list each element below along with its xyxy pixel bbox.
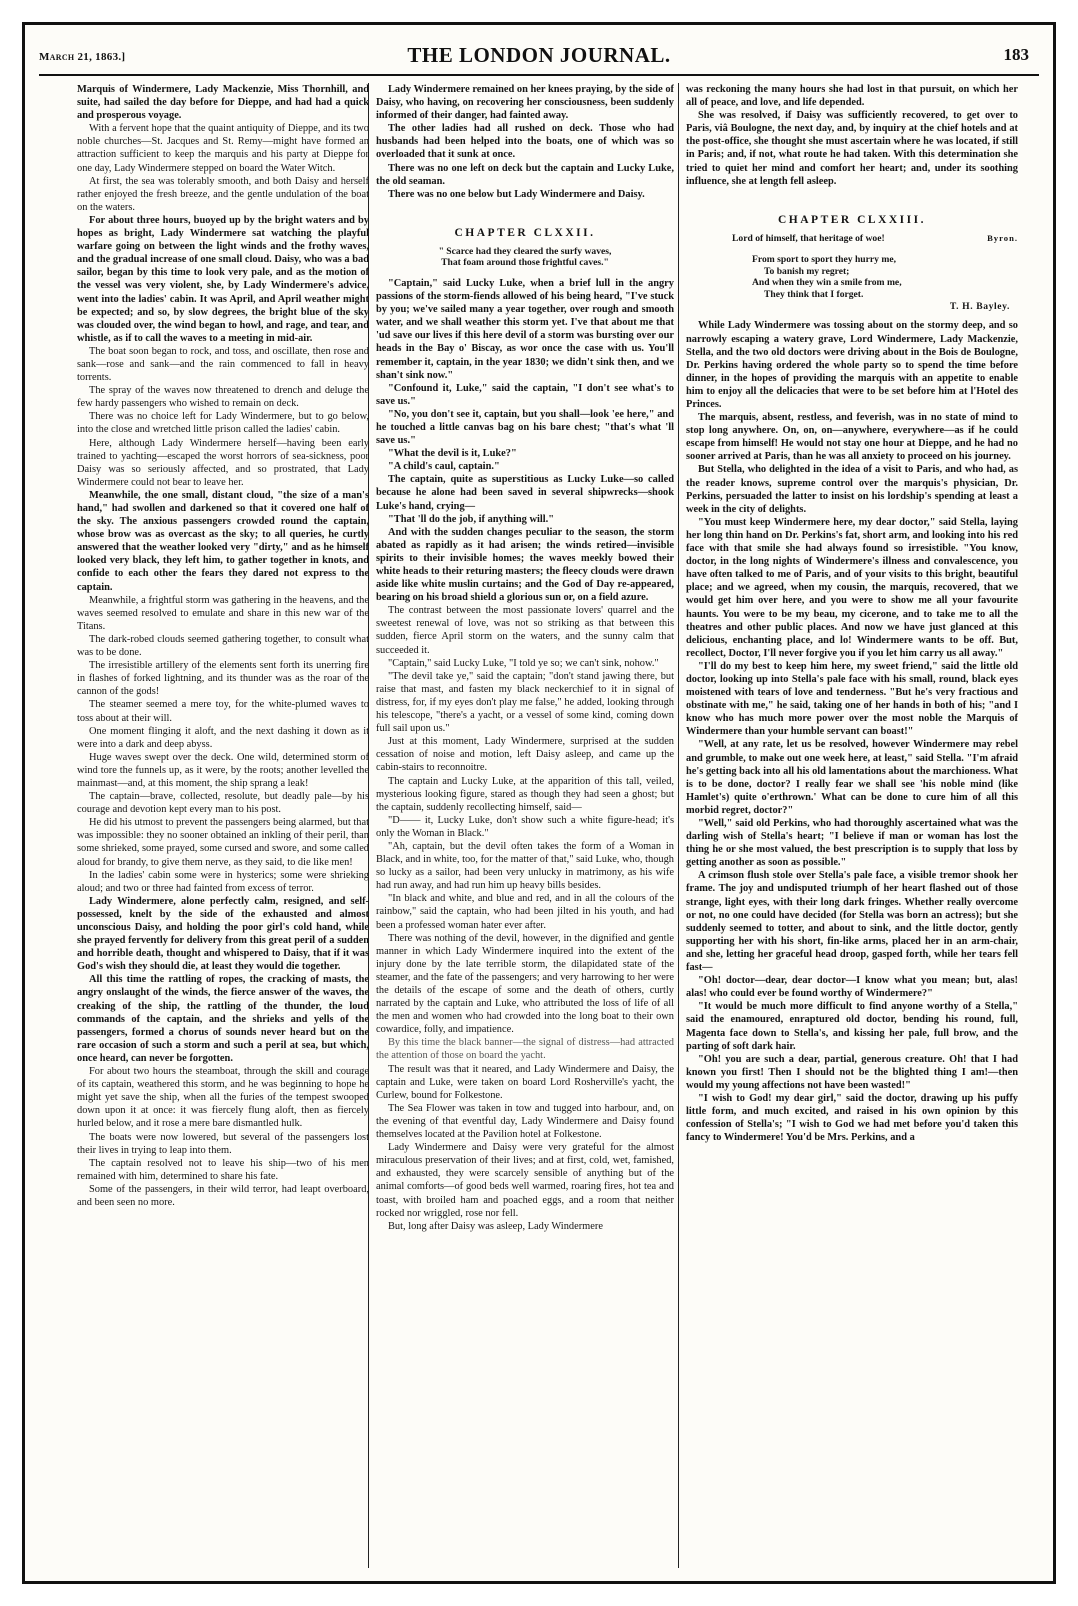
chapter-epigraph-line: That foam around those frightful caves." xyxy=(441,257,609,269)
epigraph-line: Lord of himself, that heritage of woe! xyxy=(732,232,885,244)
paragraph: "Oh! doctor—dear, dear doctor—I know what you mean; but, alas! alas! who could ever be found worthy of Windermere?" xyxy=(686,975,1018,1000)
paragraph: The captain—brave, collected, resolute, but deadly pale—by his courage and devotion kept every man to his post. xyxy=(77,791,369,816)
chapter-body xyxy=(686,319,1018,1144)
paragraph: "It would be much more difficult to find anyone worthy of a Stella," said the enamoured, enraptured old doctor, bending his round, full, Magenta face down to Stella's, and kissing her pale, full brow, and the parting of soft dark hair. xyxy=(686,1001,1018,1052)
column-middle xyxy=(376,83,674,1571)
paragraph: The steamer seemed a mere toy, for the white-plumed waves to toss about at their will. xyxy=(77,699,369,724)
paragraph: And with the sudden changes peculiar to the season, the storm abated as rapidly as it had arisen; the winds retired—invisible spirits to their invisible homes; the waves meekly bowed their white heads to their returing masters; the fleecy clouds were drawn aside like white muslin curtains; and the God of Day re-appeared, bearing on his broad shield a glorious sun or, on a field azure. xyxy=(376,526,674,604)
column-right-intro xyxy=(686,83,1018,188)
paragraph: "The devil take ye," said the captain; "don't stand jawing there, but raise that mast, and fasten my black neckerchief to it in signal of distress, for, if my eyes don't play me false," he added, looking through his telescope, "there's a yacht, or a vessel of some kind, coming down full sail upon us." xyxy=(376,670,674,735)
verse-author: T. H. Bayley. xyxy=(949,301,1010,313)
paragraph: The contrast between the most passionate lovers' quarrel and the sweetest renewal of love, was not so striking as that between this sudden, fierce April storm on the waters, and the sunny calm that succeeded it. xyxy=(376,605,674,656)
chapter-heading: CHAPTER CLXXII. xyxy=(454,226,596,239)
paragraph: A crimson flush stole over Stella's pale face, a visible tremor shook her frame. The joy and undisputed triumph of her heart flashed out of those strange, light eyes, with their long dark fringes. Whether really overcome or not, no one could have decided (for Stella was born an actress); but she suddenly seemed to totter, and about to sink, and the little doctor, gently supporting her with his short, fin-like arms, placed her in an arm-chair, and she, letting her graceful head droop, gasped forth, while her tears fell fast— xyxy=(686,870,1018,974)
column-middle-intro xyxy=(376,83,674,201)
paragraph: While Lady Windermere was tossing about on the stormy deep, and so narrowly escaping a watery grave, Lord Windermere, Lady Mackenzie, Stella, and the two old doctors were driving about in the Bois de Boulogne, Dr. Perkins having ordered the whole party so to spend the time before dinner, in the hopes of providing the marquis with an appetite to enable him to enjoy all the delicacies that were to be set before him at l'Hotel des Princes. xyxy=(686,320,1018,410)
page-header xyxy=(39,33,1039,77)
paragraph: The irresistible artillery of the elements sent forth its unerring fire in flashes of forked lightning, and its thunder was as the roar of the cannon of the gods! xyxy=(77,660,369,698)
column-divider xyxy=(678,83,679,1568)
paragraph: Lady Windermere remained on her knees praying, by the side of Daisy, who having, on recovering her consciousness, been suddenly informed of their danger, had fainted away. xyxy=(376,84,674,122)
paragraph: The result was that it neared, and Lady Windermere and Daisy, the captain and Luke, were taken on board Lord Rosherville's yacht, the Curlew, bound for Folkestone. xyxy=(376,1063,674,1101)
paragraph: All this time the rattling of ropes, the cracking of masts, the angry onslaught of the winds, the fierce answer of the waves, the creaking of the ship, the rattling of the thunder, the loud commands of the captain, and the shrieks and yells of the passengers, formed a chorus of sounds never heard but on the rare occasion of such a storm and such a peril at sea, but which, once heard, can never be forgotten. xyxy=(77,974,369,1064)
paragraph: With a fervent hope that the quaint antiquity of Dieppe, and its two noble churches—St. Jacques and St. Remy—might have formed an attraction sufficient to keep the marquis and his party at Dieppe for one day, Lady Windermere stepped on board the Water Witch. xyxy=(77,123,369,174)
paragraph: "I wish to God! my dear girl," said the doctor, drawing up his puffy little form, and much excited, and raised in his own opinion by this confession of Stella's; "I wish to God we had met before you'd taken this fancy to Windermere! You'd be Mrs. Perkins, and a xyxy=(686,1092,1018,1144)
verse-line: To banish my regret; xyxy=(764,265,850,277)
paragraph: One moment flinging it aloft, and the next dashing it down as it were into a dark and deep abyss. xyxy=(77,725,369,750)
paragraph: "Captain," said Lucky Luke, when a brief lull in the angry passions of the storm-fiends allowed of his being heard, "I've stuck by you; we've sailed many a year together, over rough and smooth water, and we shall weather this storm yet. I've that about me that 'ud save our lives if this here devil of a storm was bursting over our heads in the Bay o' Biscay, as wor once the case with us. You'll remember it, captain, in the year 1830; we didn't sink then, and we shan't sink now." xyxy=(376,277,674,381)
paragraph: The Sea Flower was taken in tow and tugged into harbour, and, on the evening of that eventful day, Lady Windermere and Daisy found themselves located at the Pavilion hotel at Folkestone. xyxy=(376,1102,674,1141)
paragraph: There was no one below but Lady Windermere and Daisy. xyxy=(388,188,645,200)
paragraph: "A child's caul, captain." xyxy=(388,461,500,473)
newspaper-page xyxy=(22,22,1056,1584)
paragraph: The marquis, absent, restless, and feverish, was in no state of mind to stop long anywhere. On, on, on—anywhere, everywhere—as if he could escape from himself! He would not stay one hour at Dieppe, and he had no sooner arrived at Paris, than he was all anxiety to proceed on his journey. xyxy=(686,412,1018,463)
verse-line: From sport to sport they hurry me, xyxy=(752,254,896,266)
paragraph: "D—— it, Lucky Luke, don't show such a white figure-head; it's only the Woman in Black." xyxy=(376,814,674,839)
paragraph: "No, you don't see it, captain, but you shall—look 'ee here," and he touched a little canvas bag on his bare chest; "that's what 'll save us." xyxy=(376,408,674,447)
paragraph: The dark-robed clouds seemed gathering together, to consult what was to be done. xyxy=(77,633,369,659)
page-number: 183 xyxy=(1003,45,1029,64)
paragraph: "You must keep Windermere here, my dear doctor," said Stella, laying her long thin hand on Dr. Perkins's fat, short arm, and looking into his red face with that smile she had always found so irresistible. "You know, doctor, in the long nights of Windermere's illness and convalescence, you have often talked to me of Paris, and of your visits to this bright, beautiful place; and we agreed, when my cousin, the marquis, recovered, that we would get him over here, and you were to show me all your favourite haunts. You were to be my beau, my cicerone, and to take me to all the theatres and other public places. And now we have just glanced at this delicious, enchanting place, and lo! Windermere wants to be off. But, recollect, Doctor, I'll never forgive you if you let him carry us all away." xyxy=(686,516,1018,659)
paragraph: The spray of the waves now threatened to drench and deluge the few hardy passengers who wished to remain on deck. xyxy=(77,385,369,410)
chapter-heading: CHAPTER CLXXIII. xyxy=(778,213,926,226)
chapter-epigraph xyxy=(686,233,1018,245)
paragraph: In the ladies' cabin some were in hysterics; some were shrieking aloud; and two or three had fainted from excess of terror. xyxy=(77,869,369,894)
column-left-text xyxy=(77,83,369,1209)
paragraph: Lady Windermere and Daisy were very grateful for the almost miraculous preservation of their lives; and at first, cold, wet, famished, and exhausted, they were scarcely sensible of anything but of the animal comforts—of good beds well warmed, roaring fires, hot tea and toast, with broiled ham and poached eggs, and a room that neither rocked nor wriggled, rose nor fell. xyxy=(376,1142,674,1219)
paragraph: The boat soon began to rock, and toss, and oscillate, then rose and sank—rose and sank—and the rain commenced to fall in heavy torrents. xyxy=(77,345,369,384)
paragraph: At first, the sea was tolerably smooth, and both Daisy and herself rather enjoyed the fresh breeze, and the gentle undulation of the boat on the waters. xyxy=(77,175,369,213)
paragraph: Huge waves swept over the deck. One wild, determined storm of wind tore the funnels up, as it were, by the roots; another levelled the mainmast—and, at this moment, the ship sprang a leak! xyxy=(77,751,369,789)
chapter-epigraph-line: " Scarce had they cleared the surfy waves, xyxy=(438,245,612,257)
paragraph: By this time the black banner—the signal of distress—had attracted the attention of those on board the yacht. xyxy=(376,1037,674,1062)
chapter-verse xyxy=(686,254,1018,300)
epigraph-author: Byron. xyxy=(987,232,1018,243)
paragraph: Just at this moment, Lady Windermere, surprised at the sudden cessation of noise and motion, left Daisy asleep, and came up the cabin-stairs to reconnoitre. xyxy=(376,736,674,774)
paragraph: Some of the passengers, in their wild terror, had leapt overboard, and been seen no more. xyxy=(77,1183,369,1208)
paragraph: Lady Windermere, alone perfectly calm, resigned, and self-possessed, knelt by the side of the exhausted and almost unconscious Daisy, and holding the poor girl's cold hand, while she prayed fervently for delivery from this great peril of a sudden and horrible death, thought and whispered to Daisy, that if it was God's wish they should die, at least they would die together. xyxy=(77,895,369,973)
issue-date: March 21, 1863.] xyxy=(39,51,126,63)
paragraph: "Oh! you are such a dear, partial, generous creature. Oh! that I had known you first! Then I should not be the blighted thing I am!—then would my young affections not have been wasted!" xyxy=(686,1053,1018,1091)
paragraph: There was no choice left for Lady Windermere, but to go below, into the close and wretched little prison called the ladies' cabin. xyxy=(77,411,369,436)
verse-line: And when they win a smile from me, xyxy=(752,277,902,289)
chapter-body xyxy=(376,277,674,1233)
paragraph: For about two hours the steamboat, through the skill and courage of its captain, weathered this storm, and he was beginning to hope he might yet save the ship, when all the furies of the tempest swooped down upon it at once: it was fiercely flung aloft, then as fiercely hurled below, and it rose a mere bare dismantled hulk. xyxy=(77,1066,369,1130)
paragraph: The captain and Lucky Luke, at the apparition of this tall, veiled, mysterious looking figure, stared as though they had seen a ghost; but the captain, suddenly recollecting himself, said— xyxy=(376,775,674,813)
paragraph: "Ah, captain, but the devil often takes the form of a Woman in Black, and in white, too, for the matter of that," said Luke, who, though so lucky as a sailor, had been very unlucky in matrimony, as his wife had run away, and had run him up heavy bills besides. xyxy=(376,840,674,892)
paragraph: There was no one left on deck but the captain and Lucky Luke, the old seaman. xyxy=(376,162,674,187)
paragraph: "What the devil is it, Luke?" xyxy=(388,448,517,460)
paragraph: But Stella, who delighted in the idea of a visit to Paris, and who had, as the reader knows, supreme control over the marquis's physician, Dr. Perkins, persuaded the latter to insist on his lordship's spending at least a week in the city of delights. xyxy=(686,464,1018,515)
paragraph: "Well," said old Perkins, who had thoroughly ascertained what was the darling wish of Stella's heart; "I believe if man or woman has lost the thing he or she most valued, the best prescription is to supply that loss by getting another as soon as possible." xyxy=(686,818,1018,869)
paragraph: "Captain," said Lucky Luke, "I told ye so; we can't sink, nohow." xyxy=(388,657,659,669)
column-right xyxy=(686,83,1018,1571)
paragraph: He did his utmost to prevent the passengers being alarmed, but that was impossible: they no sooner obtained an inkling of their peril, than some shrieked, some prayed, some cursed and swore, and some called aloud for brandy, to give them nerve, as they said, to die like men! xyxy=(77,817,369,868)
paragraph: Marquis of Windermere, Lady Mackenzie, Miss Thornhill, and suite, had sailed the day before for Dieppe, and had had a quick and prosperous voyage. xyxy=(77,84,369,122)
paragraph: The boats were now lowered, but several of the passengers lost their lives in trying to leap into them. xyxy=(77,1131,369,1156)
paragraph: For about three hours, buoyed up by the bright waters and by hopes as bright, Lady Windermere sat watching the playful warfare going on between the light winds and the frothy waves, and the gradual increase of one small cloud. Daisy, who was a bad sailor, began by this time to look very pale, and as the motion of the vessel was very violent, she, by Lady Windermere's advice, went into the ladies' cabin. It was April, and April weather might be expected; and so, by slow degrees, the bright blue of the sky was clouded over, the wind began to howl, and rage, and tear, and whistle, as if to call the waves to a meeting in mid-air. xyxy=(77,214,369,344)
column-left xyxy=(77,83,369,1571)
paragraph: There was nothing of the devil, however, in the dignified and gentle manner in which Lady Windermere inquired into the extent of the injury done by the late terrible storm, the dilapidated state of the steamer, and the fate of the passengers; and very harrowing to her were the details of the escape of some and the death of others, curtly narrated by the captain and Luke, who attributed the loss of life of all the men and women who had crowded into the long boat to their own cowardice, folly, and impatience. xyxy=(376,932,674,1036)
paragraph: "I'll do my best to keep him here, my sweet friend," said the little old doctor, looking up into Stella's pale face with his small, round, black eyes moistened with tears of love and tenderness. "But he's very fractious and obstinate with me," he said, taking one of her hands in both of his; "and I know who has much more power over the most noble the Marquis of Windermere than your humble servant can boast!" xyxy=(686,660,1018,738)
paragraph: "Confound it, Luke," said the captain, "I don't see what's to save us." xyxy=(376,382,674,407)
paragraph: The captain resolved not to leave his ship—two of his men remained with him, determined to share his fate. xyxy=(77,1157,369,1182)
paragraph: "In black and white, and blue and red, and in all the colours of the rainbow," said the captain, who had been jilted in his youth, and had been a professed woman hater ever after. xyxy=(376,893,674,931)
paragraph: The other ladies had all rushed on deck. Those who had husbands had been helped into the boats, one of which was so overloaded that it sunk at once. xyxy=(376,123,674,161)
paragraph: "That 'll do the job, if anything will." xyxy=(388,513,554,525)
paragraph: Here, although Lady Windermere herself—having been early trained to yachting—escaped the worst horrors of sea-sickness, poor Daisy was so seriously affected, and so prostrated, that Lady Windermere could not bear to leave her. xyxy=(77,437,369,488)
paragraph: She was resolved, if Daisy was sufficiently recovered, to get over to Paris, viâ Boulogne, the next day, and, by inquiry at the chief hotels and at the post-office, she thought she must ascertain where he was located, if still in Paris; and, if not, what route he had taken. With this determination she tried to quiet her mind and comfort her heart; and, under its soothing influence, she at length fell asleep. xyxy=(686,110,1018,187)
paragraph: "Well, at any rate, let us be resolved, however Windermere may rebel and grumble, to make out one week here, at least," said Stella. "I'm afraid he's getting back into all his old lamentations about the marchioness. What is to be done, doctor? I really fear we shall see 'his noble mind (like Hamlet's) quite o'erthrown.' What can be done to cure him of all this morbid regret, doctor?" xyxy=(686,739,1018,816)
paragraph: Meanwhile, the one small, distant cloud, "the size of a man's hand," had swollen and darkened so that it covered one half of the sky. The anxious passengers crowded round the captain, whose brow was as overcast as the sky; to all queries, he curtly answered that the weather looked very "dirty," and as he himself looked very black, they left him, to gather together in knots, and confide to each other the fears they dared not express to the captain. xyxy=(77,489,369,593)
paragraph: But, long after Daisy was asleep, Lady Windermere xyxy=(388,1220,603,1232)
paragraph: was reckoning the many hours she had lost in that pursuit, on which her all of peace, and love, and life depended. xyxy=(686,84,1018,109)
verse-line: They think that I forget. xyxy=(764,288,864,300)
paragraph: Meanwhile, a frightful storm was gathering in the heavens, and the waves seemed resolved to emulate and share in this new war of the Titans. xyxy=(77,594,369,632)
header-rule xyxy=(39,74,1039,76)
paragraph: The captain, quite as superstitious as Lucky Luke—so called because he alone had been saved in several shipwrecks—shook Luke's hand, crying— xyxy=(376,474,674,512)
journal-title: THE LONDON JOURNAL. xyxy=(407,43,671,67)
